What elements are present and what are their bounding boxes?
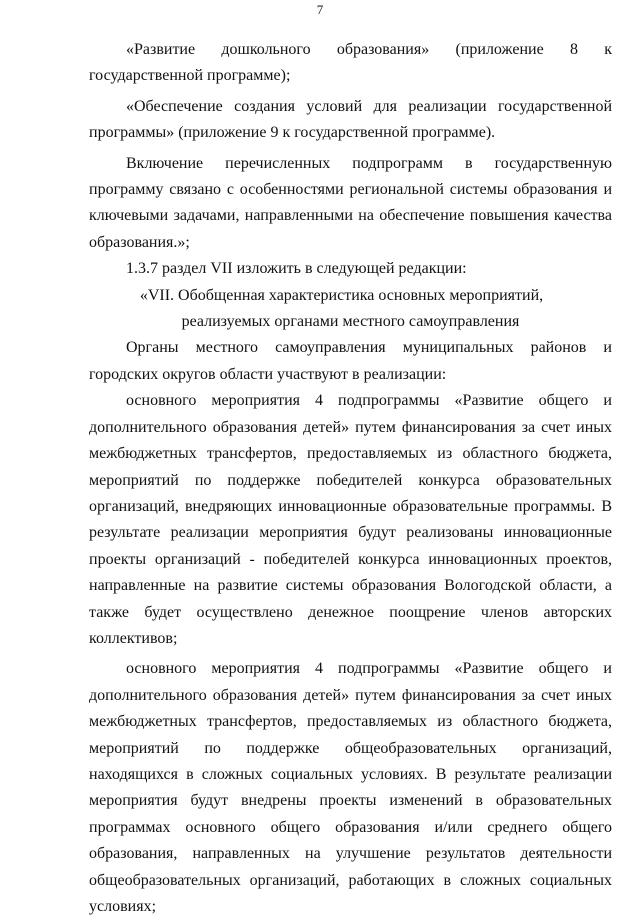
paragraph-activity-difficult-conditions: основного мероприятия 4 подпрограммы «Развитие общего и дополнительного образования детей» путем финансирования за счет иных межбюджетных трансфертов, предоставляемых из областного бюджета, мероприятий по поддержке общеобразовательных организаций, находящихся в сложных социальных условиях. В результате реализации мероприятия будут внедрены проекты изменений в образовательных программах основного общего образования и/или среднего общего образования, направленных на улучшение результатов деятельности общеобразовательных организаций, работающих в сложных социальных условиях; (89, 660, 612, 915)
paragraph-subprograms-inclusion: Включение перечисленных подпрограмм в государственную программу связано с особенностями региональной системы образования и ключевыми задачами, направленными на обеспечение повышения качества образования.»; (89, 154, 612, 251)
section-heading (89, 283, 612, 336)
section-heading-line-1: «VII. Обобщенная характеристика основных мероприятий, (139, 286, 544, 304)
document-body (89, 37, 612, 920)
page-number: 7 (316, 2, 324, 17)
paragraph-local-authorities: Органы местного самоуправления муниципальных районов и городских округов области участвуют в реализации: (89, 339, 612, 383)
paragraph-amendment-clause: 1.3.7 раздел VII изложить в следующей редакции: (126, 260, 467, 278)
paragraph-activity-innovative-programs: основного мероприятия 4 подпрограммы «Развитие общего и дополнительного образования детей» путем финансирования за счет иных межбюджетных трансфертов, предоставляемых из областного бюджета, мероприятий по поддержке победителей конкурса образовательных организаций, внедряющих инновационные образовательные программы. В результате реализации мероприятия будут реализованы инновационные проекты организаций - победителей конкурса инновационных проектов, направленные на развитие системы образования Вологодской области, а также будет осуществлено денежное поощрение членов авторских коллективов; (89, 392, 612, 647)
section-heading-line-2: реализуемых органами местного самоуправления (181, 313, 520, 331)
paragraph-conditions-subprogram: «Обеспечение создания условий для реализации государственной программы» (приложение 9 к государственной программе). (89, 97, 612, 142)
paragraph-preschool-subprogram: «Развитие дошкольного образования» (приложение 8 к государственной программе); (89, 41, 612, 85)
